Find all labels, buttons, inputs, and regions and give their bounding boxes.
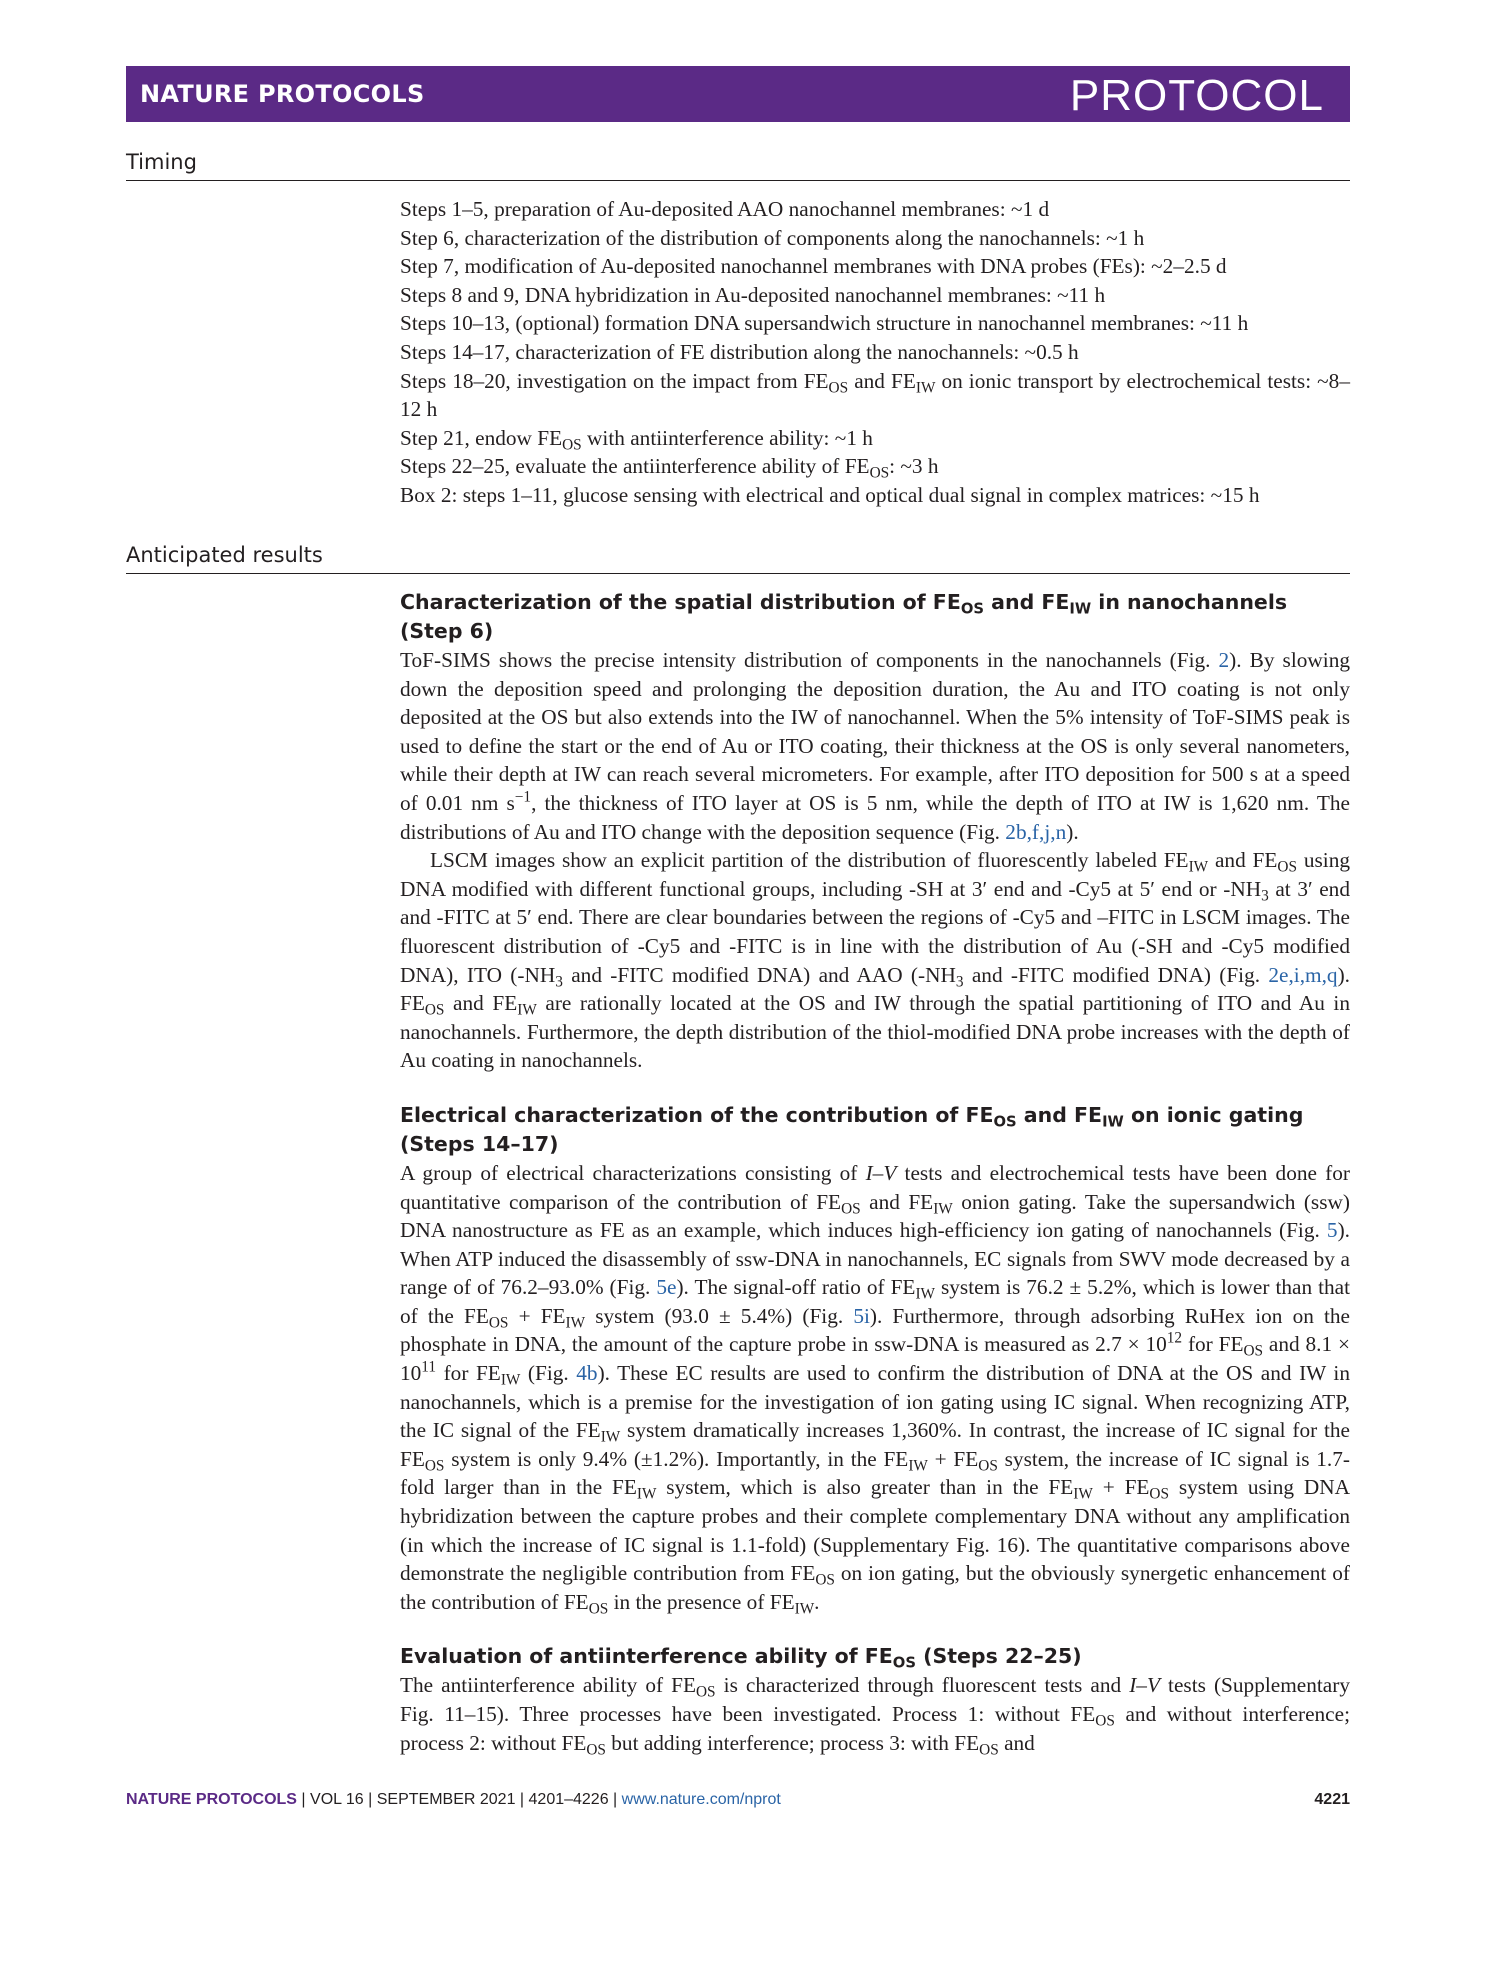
- body-paragraph: The antiinterference ability of $FE_{OS}$ is characterized through fluorescent tests and I–V tests (Supplementary Fig. 11–15). Three processes have been investigated. Process 1: without $FE_{OS}$ and without interference; process 2: without $FE_{OS}$ but adding interference; process 3: with $FE_{OS}$ and: [400, 1673, 1351, 1759]
- timing-list: [400, 195, 1350, 510]
- timing-item: Step 6, characterization of the distribution of components along the nanochannels: ~1 h: [400, 225, 1145, 250]
- results-heading: Anticipated results: [126, 543, 323, 567]
- body-paragraph: ToF-SIMS shows the precise intensity distribution of components in the nanochannels (Fig. 2). By slowing down the deposition speed and prolonging the deposition duration, the Au and ITO coating is not only deposited at the OS but also extends into the IW of nanochannel. When the 5% intensity of ToF-SIMS peak is used to define the start or the end of Au or ITO coating, their thickness at the OS is only several nanometers, while their depth at IW can reach several micrometers. For example, after ITO deposition for 500 s at a speed of 0.01 nm $s^{-1}$, the thickness of ITO layer at OS is 5 nm, while the depth of ITO at IW is 1,620 nm. The distributions of Au and ITO change with the deposition sequence (Fig. 2b,f,j,n).: [400, 648, 1350, 844]
- subsection-heading: Evaluation of antiinterference ability of $FE_{OS}$ (Steps 22–25): [400, 1644, 1082, 1672]
- figure-link[interactable]: 2: [1218, 648, 1230, 672]
- results-body: [400, 588, 1350, 1757]
- page-footer: NATURE PROTOCOLS | VOL 16 | SEPTEMBER 2021 | 4201–4226 | www.nature.com/nprot 4221: [126, 1791, 1350, 1808]
- footer-url-link[interactable]: www.nature.com/nprot: [621, 1791, 781, 1808]
- body-paragraph: A group of electrical characterizations consisting of I–V tests and electrochemical tests have been done for quantitative comparison of the contribution of $FE_{OS}$ and $FE_{IW}$ onion gating. Take the supersandwich (ssw) DNA nanostructure as FE as an example, which induces high-efficiency ion gating of nanochannels (Fig. 5). When ATP induced the disassembly of ssw-DNA in nanochannels, EC signals from SWV mode decreased by a range of of 76.2–93.0% (Fig. 5e). The signal-off ratio of $FE_{IW}$ system is 76.2 ± 5.2%, which is lower than that of the $FE_{OS} + FE_{IW}$ system (93.0 ± 5.4%) (Fig. 5i). Furthermore, through adsorbing RuHex ion on the phosphate in DNA, the amount of the capture probe in ssw-DNA is measured as $2.7 \times 10^{12}$ for $FE_{OS}$ and $8.1 \times 10^{11}$ for $FE_{IW}$ (Fig. 4b). These EC results are used to confirm the distribution of DNA at the OS and IW in nanochannels, which is a premise for the investigation of ion gating using IC signal. When recognizing ATP, the IC signal of the $FE_{IW}$ system dramatically increases 1,360%. In contrast, the increase of IC signal for the $FE_{OS}$ system is only 9.4% (±1.2%). Importantly, in the $FE_{IW} + FE_{OS}$ system, the increase of IC signal is 1.7-fold larger than in the $FE_{IW}$ system, which is also greater than in the $FE_{IW} + FE_{OS}$ system using DNA hybridization between the capture probes and their complete complementary DNA without any amplification (in which the increase of IC signal is 1.1-fold) (Supplementary Fig. 16). The quantitative comparisons above demonstrate the negligible contribution from $FE_{OS}$ on ion gating, but the obviously synergetic enhancement of the contribution of $FE_{OS}$ in the presence of $FE_{IW}$.: [400, 1160, 1351, 1618]
- journal-name: NATURE PROTOCOLS: [140, 80, 425, 108]
- figure-link[interactable]: 4b: [576, 1361, 598, 1386]
- footer-date: SEPTEMBER 2021: [376, 1791, 516, 1808]
- section-divider: [126, 573, 1350, 574]
- figure-link[interactable]: 5e: [656, 1275, 677, 1300]
- timing-item: Steps 8 and 9, DNA hybridization in Au-deposited nanochannel membranes: ~11 h: [400, 282, 1106, 307]
- figure-link[interactable]: 5: [1326, 1218, 1338, 1243]
- footer-pages: 4201–4226: [528, 1791, 609, 1808]
- timing-item: Steps 1–5, preparation of Au-deposited AAO nanochannel membranes: ~1 d: [400, 197, 1050, 221]
- section-divider: [126, 180, 1350, 181]
- timing-item: Step 21, endow $FE_{OS}$ with antiinterference ability: ~1 h: [400, 425, 873, 454]
- subsection-heading: Electrical characterization of the contribution of $FE_{OS}$ and $FE_{IW}$ on ionic gating (Steps 14–17): [400, 1102, 1304, 1156]
- article-type: PROTOCOL: [1069, 71, 1324, 120]
- page-number: 4221: [1314, 1791, 1350, 1808]
- body-paragraph: LSCM images show an explicit partition of the distribution of fluorescently labeled $FE_{IW}$ and $FE_{OS}$ using DNA modified with different functional groups, including -SH at 3′ end and -Cy5 at 5′ end or $-NH_3$ at 3′ end and -FITC at 5′ end. There are clear boundaries between the regions of -Cy5 and –FITC in LSCM images. The fluorescent distribution of -Cy5 and -FITC is in line with the distribution of Au (-SH and -Cy5 modified DNA), ITO ($-NH_3$ and -FITC modified DNA) and AAO ($-NH_3$ and -FITC modified DNA) (Fig. 2e,i,m,q). $FE_{OS}$ and $FE_{IW}$ are rationally located at the OS and IW through the spatial partitioning of ITO and Au in nanochannels. Furthermore, the depth distribution of the thiol-modified DNA probe increases with the depth of Au coating in nanochannels.: [400, 848, 1351, 1073]
- figure-link[interactable]: 5i: [853, 1303, 870, 1328]
- timing-item: Steps 18–20, investigation on the impact from $FE_{OS}$ and $FE_{IW}$ on ionic transport by electrochemical tests: ~8–12 h: [400, 368, 1350, 422]
- figure-link[interactable]: 2b,f,j,n: [1005, 819, 1067, 844]
- figure-link[interactable]: 2e,i,m,q: [1268, 962, 1338, 987]
- footer-journal: NATURE PROTOCOLS: [126, 1791, 297, 1808]
- footer-volume: VOL 16: [310, 1791, 364, 1808]
- timing-item: Step 7, modification of Au-deposited nanochannel membranes with DNA probes (FEs): ~2–2.5 d: [400, 254, 1227, 279]
- subsection-heading: Characterization of the spatial distribution of $FE_{OS}$ and $FE_{IW}$ in nanochannels (Step 6): [400, 590, 1288, 643]
- timing-item: Steps 22–25, evaluate the antiinterference ability of $FE_{OS}$: ~3 h: [400, 454, 939, 482]
- timing-item: Box 2: steps 1–11, glucose sensing with electrical and optical dual signal in complex matrices: ~15 h: [400, 482, 1260, 507]
- timing-heading: Timing: [126, 150, 197, 174]
- journal-banner: [126, 66, 1350, 122]
- timing-item: Steps 14–17, characterization of FE distribution along the nanochannels: ~0.5 h: [400, 339, 1079, 364]
- timing-item: Steps 10–13, (optional) formation DNA supersandwich structure in nanochannel membranes: ~11 h: [400, 311, 1249, 336]
